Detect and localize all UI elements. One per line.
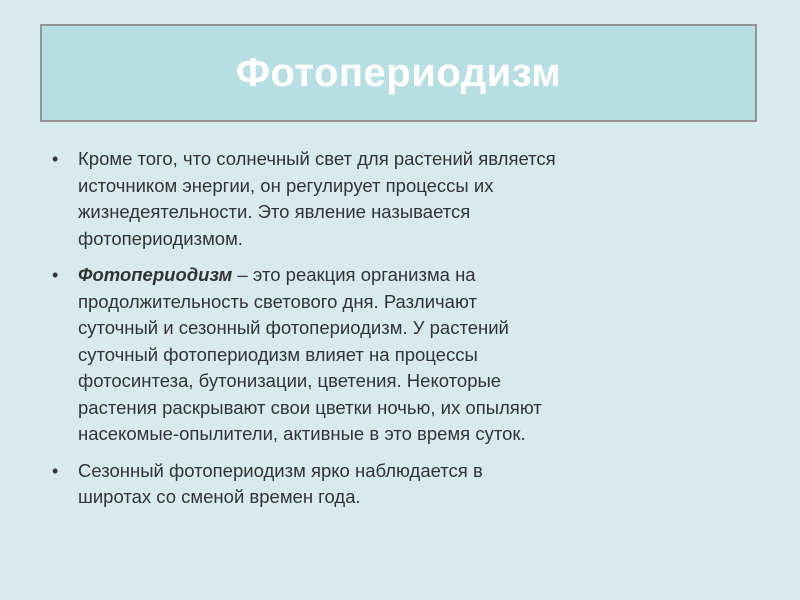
bullet-3-line-2: широтах со сменой времен года. — [78, 486, 361, 507]
bullet-1-line-1: Кроме того, что солнечный свет для растений является — [78, 148, 556, 169]
bullet-item-1 — [52, 146, 752, 252]
bullet-2-term: Фотопериодизм — [78, 264, 233, 285]
title-box — [40, 24, 757, 122]
bullet-3-line-1: Сезонный фотопериодизм ярко наблюдается в — [78, 459, 483, 481]
bullet-1-line-4: фотопериодизмом. — [78, 227, 243, 249]
bullet-icon: • — [52, 149, 59, 169]
bullet-item-2 — [52, 262, 752, 448]
bullet-2-line-4: суточный фотопериодизм влияет на процессы — [78, 343, 478, 365]
bullet-1-line-3: жизнедеятельности. Это явление называется — [78, 201, 471, 222]
bullet-list — [52, 146, 752, 511]
bullet-2-line-7: насекомые-опылители, активные в это время суток. — [78, 423, 526, 444]
bullet-2-line-5: фотосинтеза, бутонизации, цветения. Некоторые — [78, 370, 502, 391]
bullet-icon: • — [52, 265, 59, 285]
bullet-2-line-6: растения раскрывают свои цветки ночью, их опыляют — [78, 396, 542, 418]
bullet-2-line-2: продолжительность светового дня. Различают — [78, 290, 477, 312]
slide-title: Фотопериодизм — [235, 50, 562, 95]
bullet-icon: • — [52, 460, 59, 481]
content-area — [52, 146, 752, 521]
bullet-item-3 — [52, 458, 752, 511]
bullet-2-line-3: суточный и сезонный фотопериодизм. У растений — [78, 317, 509, 338]
bullet-1-line-2: источником энергии, он регулирует процессы их — [78, 174, 494, 196]
bullet-2-line-1: – это реакция организма на — [232, 264, 476, 285]
